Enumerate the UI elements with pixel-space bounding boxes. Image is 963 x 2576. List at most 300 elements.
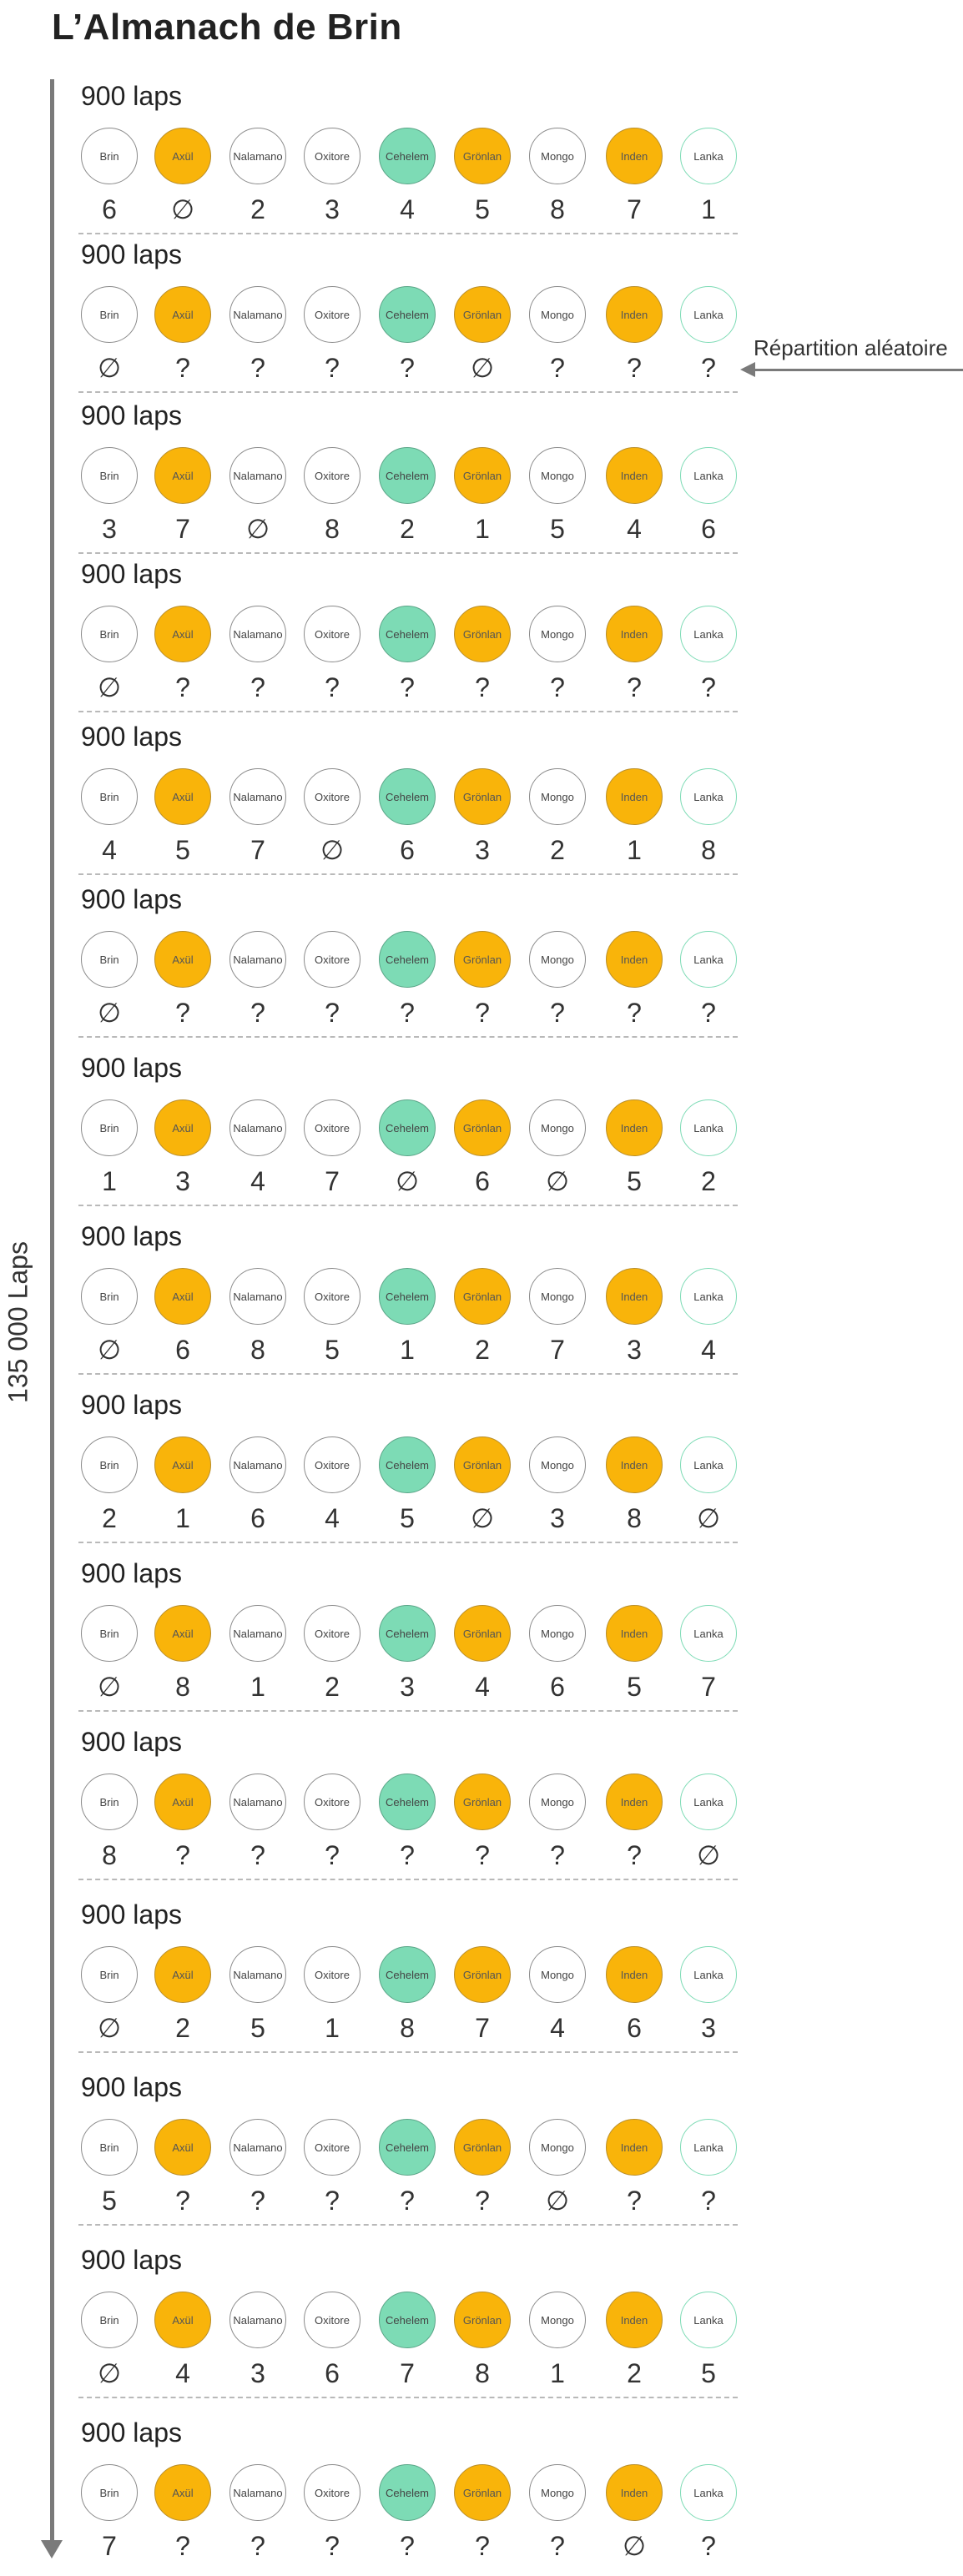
clan-circle: Axül xyxy=(154,1268,211,1325)
clan-circle: Nalamano xyxy=(229,1774,286,1830)
clan-circle: Lanka xyxy=(680,1946,737,2003)
clan-value: 2 xyxy=(475,1335,490,1365)
clan-circle: Oxitore xyxy=(304,2292,360,2348)
epoch-laps-label: 900 laps xyxy=(81,2418,182,2448)
clan-value: ? xyxy=(701,2186,716,2216)
epoch-separator xyxy=(78,2051,738,2053)
epoch-separator xyxy=(78,233,738,234)
clan-circle: Cehelem xyxy=(379,2119,436,2176)
clan-circle: Lanka xyxy=(680,2119,737,2176)
clan-circle: Brin xyxy=(81,128,138,184)
epoch-block xyxy=(78,400,738,559)
clan-value: ? xyxy=(550,998,565,1028)
clan-value: 7 xyxy=(550,1335,565,1365)
epoch-separator xyxy=(78,552,738,554)
clan-circle: Axül xyxy=(154,2119,211,2176)
clan-value: ? xyxy=(325,672,340,702)
clan-circle: Grönlan xyxy=(454,931,511,988)
clan-circle: Oxitore xyxy=(304,606,360,662)
clan-value: 6 xyxy=(175,1335,190,1365)
clan-value: ? xyxy=(627,672,642,702)
epoch-separator xyxy=(78,711,738,712)
clan-circle: Inden xyxy=(606,1099,663,1156)
clan-circle: Mongo xyxy=(529,931,586,988)
clan-circle: Axül xyxy=(154,128,211,184)
clan-value: ∅ xyxy=(471,1503,494,1533)
clan-circle: Axül xyxy=(154,1099,211,1156)
clan-value: 6 xyxy=(250,1503,265,1533)
clan-circle: Mongo xyxy=(529,2119,586,2176)
clan-circle: Lanka xyxy=(680,286,737,343)
clan-circle: Mongo xyxy=(529,2292,586,2348)
clan-circle: Inden xyxy=(606,931,663,988)
clan-circle: Oxitore xyxy=(304,1099,360,1156)
clan-value: ∅ xyxy=(546,1166,569,1196)
epoch-laps-label: 900 laps xyxy=(81,884,182,914)
clan-value: ? xyxy=(325,353,340,383)
clan-value: 4 xyxy=(550,2013,565,2043)
clan-circle: Mongo xyxy=(529,1946,586,2003)
clan-value: ? xyxy=(175,2531,190,2561)
clan-circle: Nalamano xyxy=(229,931,286,988)
epoch-laps-label: 900 laps xyxy=(81,1390,182,1420)
clan-value: ∅ xyxy=(98,2358,121,2388)
clan-circle: Brin xyxy=(81,931,138,988)
clan-value: 7 xyxy=(400,2358,415,2388)
clan-value: ? xyxy=(627,998,642,1028)
clan-circle: Brin xyxy=(81,606,138,662)
epoch-separator xyxy=(78,1879,738,1880)
epoch-laps-label: 900 laps xyxy=(81,1727,182,1757)
clan-value: ∅ xyxy=(697,1503,720,1533)
epoch-block xyxy=(78,81,738,239)
clan-circle: Grönlan xyxy=(454,1946,511,2003)
clan-value: ? xyxy=(475,672,490,702)
epoch-laps-label: 900 laps xyxy=(81,2245,182,2275)
clan-value: ? xyxy=(475,2531,490,2561)
clan-value: 4 xyxy=(175,2358,190,2388)
clan-circle: Brin xyxy=(81,768,138,825)
clan-value: ? xyxy=(475,1840,490,1870)
clan-value: ? xyxy=(400,2186,415,2216)
clan-value: 7 xyxy=(325,1166,340,1196)
clan-value: ∅ xyxy=(98,672,121,702)
clan-value: 4 xyxy=(627,514,642,544)
clan-circle: Oxitore xyxy=(304,1774,360,1830)
clan-circle: Inden xyxy=(606,2292,663,2348)
clan-circle: Brin xyxy=(81,2119,138,2176)
epoch-block xyxy=(78,1390,738,1548)
clan-circle: Oxitore xyxy=(304,1605,360,1662)
epoch-block xyxy=(78,559,738,717)
clan-circle: Brin xyxy=(81,1268,138,1325)
clan-value: ∅ xyxy=(623,2531,646,2561)
clan-value: 4 xyxy=(400,194,415,224)
epoch-separator xyxy=(78,2224,738,2226)
epoch-laps-label: 900 laps xyxy=(81,1899,182,1929)
page-title: L’Almanach de Brin xyxy=(52,7,402,48)
clan-circle: Inden xyxy=(606,1774,663,1830)
clan-circle: Mongo xyxy=(529,606,586,662)
clan-value: 6 xyxy=(102,194,117,224)
clan-circle: Brin xyxy=(81,1099,138,1156)
clan-circle: Brin xyxy=(81,1774,138,1830)
clan-value: 8 xyxy=(250,1335,265,1365)
clan-circle: Lanka xyxy=(680,447,737,504)
clan-value: ∅ xyxy=(171,194,194,224)
clan-value: ∅ xyxy=(98,353,121,383)
clan-value: 1 xyxy=(475,514,490,544)
clan-value: 1 xyxy=(250,1672,265,1702)
epoch-separator xyxy=(78,1205,738,1206)
clan-circle: Grönlan xyxy=(454,128,511,184)
clan-circle: Cehelem xyxy=(379,447,436,504)
clan-circle: Axül xyxy=(154,2292,211,2348)
clan-circle: Cehelem xyxy=(379,1605,436,1662)
random-distribution-arrow xyxy=(755,369,963,371)
epoch-laps-label: 900 laps xyxy=(81,239,182,269)
clan-circle: Cehelem xyxy=(379,931,436,988)
random-distribution-arrow-head xyxy=(740,362,755,377)
clan-circle: Cehelem xyxy=(379,1774,436,1830)
clan-value: 8 xyxy=(325,514,340,544)
clan-circle: Lanka xyxy=(680,931,737,988)
clan-circle: Nalamano xyxy=(229,1099,286,1156)
clan-circle: Inden xyxy=(606,447,663,504)
clan-circle: Inden xyxy=(606,1946,663,2003)
clan-value: 7 xyxy=(250,835,265,865)
clan-circle: Cehelem xyxy=(379,286,436,343)
clan-circle: Inden xyxy=(606,2119,663,2176)
clan-value: 7 xyxy=(475,2013,490,2043)
clan-circle: Axül xyxy=(154,1436,211,1493)
clan-circle: Lanka xyxy=(680,768,737,825)
epoch-block xyxy=(78,2418,738,2576)
clan-value: 7 xyxy=(701,1672,716,1702)
clan-circle: Oxitore xyxy=(304,128,360,184)
clan-circle: Cehelem xyxy=(379,2464,436,2521)
clan-value: 2 xyxy=(400,514,415,544)
epoch-block xyxy=(78,722,738,880)
clan-value: 1 xyxy=(400,1335,415,1365)
clan-value: ? xyxy=(400,2531,415,2561)
clan-value: 5 xyxy=(250,2013,265,2043)
timeline-label: 135 000 Laps xyxy=(3,1241,33,1403)
clan-value: ? xyxy=(250,998,265,1028)
epoch-laps-label: 900 laps xyxy=(81,1053,182,1083)
clan-circle: Mongo xyxy=(529,1099,586,1156)
clan-value: 3 xyxy=(627,1335,642,1365)
clan-circle: Axül xyxy=(154,447,211,504)
clan-value: ∅ xyxy=(98,2013,121,2043)
clan-value: 4 xyxy=(475,1672,490,1702)
epoch-separator xyxy=(78,2397,738,2398)
clan-circle: Axül xyxy=(154,606,211,662)
clan-value: ? xyxy=(627,1840,642,1870)
epoch-block xyxy=(78,1221,738,1380)
clan-circle: Grönlan xyxy=(454,447,511,504)
clan-circle: Nalamano xyxy=(229,768,286,825)
clan-value: 1 xyxy=(627,835,642,865)
clan-circle: Mongo xyxy=(529,286,586,343)
clan-value: 1 xyxy=(550,2358,565,2388)
clan-value: 7 xyxy=(627,194,642,224)
epoch-separator xyxy=(78,1373,738,1375)
clan-circle: Nalamano xyxy=(229,2292,286,2348)
clan-circle: Oxitore xyxy=(304,447,360,504)
clan-circle: Grönlan xyxy=(454,606,511,662)
clan-value: ? xyxy=(627,2186,642,2216)
clan-value: 3 xyxy=(175,1166,190,1196)
clan-circle: Oxitore xyxy=(304,2464,360,2521)
clan-circle: Nalamano xyxy=(229,1268,286,1325)
clan-value: 5 xyxy=(627,1672,642,1702)
epoch-block xyxy=(78,884,738,1043)
clan-circle: Mongo xyxy=(529,128,586,184)
clan-circle: Axül xyxy=(154,1605,211,1662)
clan-value: ∅ xyxy=(546,2186,569,2216)
clan-circle: Brin xyxy=(81,447,138,504)
clan-value: ? xyxy=(701,672,716,702)
clan-circle: Cehelem xyxy=(379,606,436,662)
clan-value: 5 xyxy=(175,835,190,865)
clan-circle: Brin xyxy=(81,286,138,343)
clan-circle: Brin xyxy=(81,1946,138,2003)
epoch-laps-label: 900 laps xyxy=(81,722,182,752)
clan-value: 3 xyxy=(701,2013,716,2043)
clan-value: 7 xyxy=(175,514,190,544)
clan-value: 5 xyxy=(701,2358,716,2388)
epoch-laps-label: 900 laps xyxy=(81,559,182,589)
clan-circle: Inden xyxy=(606,1605,663,1662)
clan-circle: Lanka xyxy=(680,1436,737,1493)
clan-value: ? xyxy=(550,2531,565,2561)
clan-circle: Oxitore xyxy=(304,768,360,825)
clan-value: 1 xyxy=(175,1503,190,1533)
clan-circle: Grönlan xyxy=(454,2292,511,2348)
clan-circle: Mongo xyxy=(529,768,586,825)
clan-value: ? xyxy=(250,2186,265,2216)
clan-value: 1 xyxy=(701,194,716,224)
clan-value: 6 xyxy=(701,514,716,544)
clan-value: 5 xyxy=(102,2186,117,2216)
clan-circle: Axül xyxy=(154,2464,211,2521)
epoch-laps-label: 900 laps xyxy=(81,2072,182,2102)
clan-value: 6 xyxy=(400,835,415,865)
clan-value: ? xyxy=(250,672,265,702)
clan-circle: Cehelem xyxy=(379,1099,436,1156)
clan-value: 3 xyxy=(250,2358,265,2388)
clan-circle: Inden xyxy=(606,128,663,184)
clan-value: 8 xyxy=(550,194,565,224)
clan-value: 3 xyxy=(550,1503,565,1533)
clan-value: 5 xyxy=(325,1335,340,1365)
clan-value: ? xyxy=(550,353,565,383)
epoch-block xyxy=(78,1558,738,1717)
clan-circle: Oxitore xyxy=(304,1946,360,2003)
clan-circle: Grönlan xyxy=(454,1436,511,1493)
clan-circle: Grönlan xyxy=(454,2464,511,2521)
clan-value: 8 xyxy=(102,1840,117,1870)
clan-circle: Inden xyxy=(606,1268,663,1325)
clan-value: ? xyxy=(475,998,490,1028)
clan-circle: Cehelem xyxy=(379,1436,436,1493)
clan-value: ? xyxy=(550,1840,565,1870)
clan-circle: Oxitore xyxy=(304,1268,360,1325)
clan-value: ? xyxy=(550,672,565,702)
clan-circle: Nalamano xyxy=(229,2119,286,2176)
clan-value: 2 xyxy=(627,2358,642,2388)
clan-value: ∅ xyxy=(697,1840,720,1870)
timeline-axis xyxy=(50,79,54,2540)
clan-value: 6 xyxy=(627,2013,642,2043)
clan-circle: Brin xyxy=(81,2292,138,2348)
clan-circle: Inden xyxy=(606,1436,663,1493)
clan-circle: Lanka xyxy=(680,1605,737,1662)
clan-value: ? xyxy=(701,998,716,1028)
clan-value: 8 xyxy=(175,1672,190,1702)
clan-value: ? xyxy=(475,2186,490,2216)
clan-circle: Mongo xyxy=(529,2464,586,2521)
clan-value: ∅ xyxy=(98,1672,121,1702)
clan-value: ? xyxy=(325,2186,340,2216)
clan-value: ? xyxy=(250,1840,265,1870)
clan-circle: Grönlan xyxy=(454,1774,511,1830)
clan-value: ? xyxy=(175,2186,190,2216)
clan-circle: Lanka xyxy=(680,606,737,662)
clan-value: 3 xyxy=(475,835,490,865)
epoch-laps-label: 900 laps xyxy=(81,1221,182,1251)
clan-value: ? xyxy=(400,1840,415,1870)
clan-circle: Grönlan xyxy=(454,1099,511,1156)
clan-circle: Axül xyxy=(154,1774,211,1830)
clan-circle: Grönlan xyxy=(454,768,511,825)
clan-value: ? xyxy=(325,1840,340,1870)
clan-circle: Inden xyxy=(606,768,663,825)
epoch-block xyxy=(78,2072,738,2231)
clan-circle: Mongo xyxy=(529,1605,586,1662)
clan-circle: Axül xyxy=(154,768,211,825)
clan-value: 3 xyxy=(325,194,340,224)
clan-circle: Oxitore xyxy=(304,286,360,343)
clan-circle: Nalamano xyxy=(229,1605,286,1662)
clan-circle: Inden xyxy=(606,2464,663,2521)
clan-value: 1 xyxy=(102,1166,117,1196)
clan-value: 2 xyxy=(175,2013,190,2043)
clan-value: 2 xyxy=(550,835,565,865)
clan-value: 3 xyxy=(102,514,117,544)
clan-value: 2 xyxy=(325,1672,340,1702)
clan-circle: Lanka xyxy=(680,2464,737,2521)
clan-value: 6 xyxy=(550,1672,565,1702)
clan-circle: Inden xyxy=(606,286,663,343)
clan-circle: Nalamano xyxy=(229,1436,286,1493)
epoch-separator xyxy=(78,1710,738,1712)
clan-circle: Grönlan xyxy=(454,2119,511,2176)
epoch-separator xyxy=(78,1036,738,1038)
clan-value: ? xyxy=(325,2531,340,2561)
clan-circle: Cehelem xyxy=(379,2292,436,2348)
clan-value: 5 xyxy=(475,194,490,224)
clan-value: ? xyxy=(627,353,642,383)
clan-circle: Cehelem xyxy=(379,768,436,825)
clan-value: ? xyxy=(400,672,415,702)
timeline-arrow-head xyxy=(41,2540,63,2558)
clan-circle: Grönlan xyxy=(454,286,511,343)
clan-circle: Mongo xyxy=(529,447,586,504)
clan-circle: Mongo xyxy=(529,1774,586,1830)
clan-circle: Cehelem xyxy=(379,128,436,184)
clan-value: ? xyxy=(250,2531,265,2561)
clan-value: ? xyxy=(175,353,190,383)
clan-value: ∅ xyxy=(98,998,121,1028)
epoch-block xyxy=(78,2245,738,2403)
epoch-separator xyxy=(78,873,738,875)
epoch-block xyxy=(78,239,738,398)
clan-circle: Grönlan xyxy=(454,1605,511,1662)
clan-circle: Oxitore xyxy=(304,1436,360,1493)
clan-value: ? xyxy=(701,2531,716,2561)
clan-circle: Lanka xyxy=(680,1268,737,1325)
clan-circle: Mongo xyxy=(529,1436,586,1493)
clan-value: 5 xyxy=(627,1166,642,1196)
random-distribution-label: Répartition aléatoire xyxy=(754,335,948,360)
clan-circle: Grönlan xyxy=(454,1268,511,1325)
clan-value: ∅ xyxy=(320,835,344,865)
clan-circle: Lanka xyxy=(680,1774,737,1830)
clan-value: ? xyxy=(175,998,190,1028)
clan-value: 8 xyxy=(701,835,716,865)
clan-circle: Axül xyxy=(154,931,211,988)
clan-value: 8 xyxy=(627,1503,642,1533)
clan-value: ∅ xyxy=(98,1335,121,1365)
epoch-laps-label: 900 laps xyxy=(81,400,182,430)
clan-value: ? xyxy=(175,672,190,702)
clan-value: ? xyxy=(325,998,340,1028)
clan-value: ? xyxy=(701,353,716,383)
clan-circle: Mongo xyxy=(529,1268,586,1325)
clan-value: ? xyxy=(175,1840,190,1870)
clan-circle: Oxitore xyxy=(304,2119,360,2176)
clan-circle: Cehelem xyxy=(379,1946,436,2003)
epoch-separator xyxy=(78,391,738,393)
clan-circle: Nalamano xyxy=(229,447,286,504)
clan-value: 2 xyxy=(250,194,265,224)
clan-circle: Nalamano xyxy=(229,1946,286,2003)
clan-value: ∅ xyxy=(396,1166,419,1196)
clan-circle: Brin xyxy=(81,1436,138,1493)
clan-circle: Nalamano xyxy=(229,286,286,343)
clan-value: 4 xyxy=(701,1335,716,1365)
clan-value: 2 xyxy=(102,1503,117,1533)
epoch-separator xyxy=(78,1542,738,1543)
clan-value: ∅ xyxy=(246,514,270,544)
epoch-block xyxy=(78,1899,738,2058)
clan-circle: Cehelem xyxy=(379,1268,436,1325)
clan-circle: Nalamano xyxy=(229,606,286,662)
clan-value: 7 xyxy=(102,2531,117,2561)
clan-value: 5 xyxy=(550,514,565,544)
clan-value: 4 xyxy=(250,1166,265,1196)
clan-value: 3 xyxy=(400,1672,415,1702)
clan-circle: Inden xyxy=(606,606,663,662)
clan-circle: Nalamano xyxy=(229,2464,286,2521)
clan-circle: Lanka xyxy=(680,128,737,184)
clan-value: 8 xyxy=(475,2358,490,2388)
epoch-laps-label: 900 laps xyxy=(81,1558,182,1588)
clan-circle: Nalamano xyxy=(229,128,286,184)
clan-value: ? xyxy=(400,998,415,1028)
